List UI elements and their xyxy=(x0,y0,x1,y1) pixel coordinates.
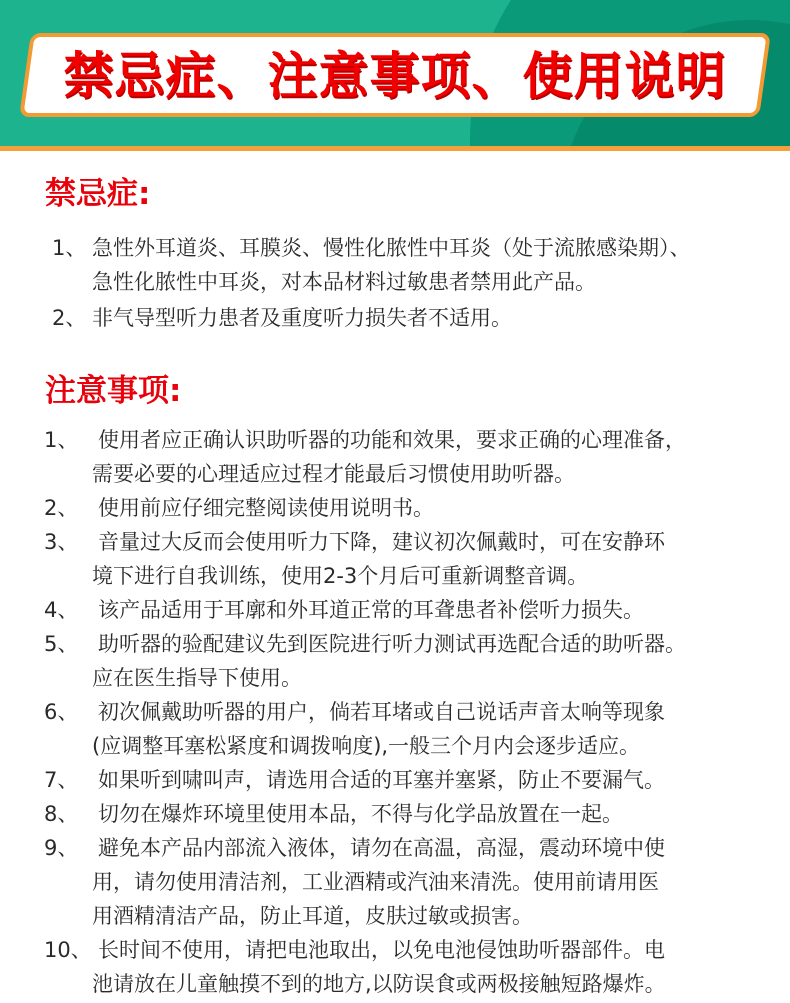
item-text-line: 非气导型听力患者及重度听力损失者不适用。 xyxy=(92,306,512,330)
list-item xyxy=(0,301,790,335)
item-text-line: 避免本产品内部流入液体，请勿在高温，高湿，震动环境中使 xyxy=(98,836,665,860)
contraindications-heading: 禁忌症: xyxy=(45,176,151,212)
precautions-heading: 注意事项: xyxy=(45,373,182,409)
item-text-line: 长时间不使用，请把电池取出，以免电池侵蚀助听器部件。电 xyxy=(98,938,665,962)
list-item xyxy=(0,231,790,299)
list-item xyxy=(0,525,790,593)
list-item xyxy=(0,593,790,627)
orange-divider xyxy=(0,146,790,151)
page-title: 禁忌症、注意事项、使用说明 xyxy=(63,47,727,105)
item-text-line: 境下进行自我训练，使用2-3个月后可重新调整音调。 xyxy=(92,564,589,588)
item-text-line: 池请放在儿童触摸不到的地方,以防误食或两极接触短路爆炸。 xyxy=(92,972,666,996)
item-text-line: 用，请勿使用清洁剂，工业酒精或汽油来清洗。使用前请用医 xyxy=(92,870,659,894)
item-number: 5、 xyxy=(44,632,79,656)
item-number: 2、 xyxy=(52,306,87,330)
item-text-line: 使用前应仔细完整阅读使用说明书。 xyxy=(98,496,434,520)
item-text-line: 该产品适用于耳廓和外耳道正常的耳聋患者补偿听力损失。 xyxy=(98,598,644,622)
item-number: 2、 xyxy=(44,496,79,520)
list-item xyxy=(0,763,790,797)
item-number: 10、 xyxy=(44,938,92,962)
item-text-line: 切勿在爆炸环境里使用本品，不得与化学品放置在一起。 xyxy=(98,802,623,826)
list-item xyxy=(0,423,790,491)
contraindications-list xyxy=(0,231,790,337)
precautions-list xyxy=(0,423,790,1001)
item-text-line: 如果听到啸叫声，请选用合适的耳塞并塞紧，防止不要漏气。 xyxy=(98,768,665,792)
item-text-line: (应调整耳塞松紧度和调拨响度),一般三个月内会逐步适应。 xyxy=(92,734,641,758)
item-text-line: 助听器的验配建议先到医院进行听力测试再选配合适的助听器。 xyxy=(98,632,686,656)
item-number: 7、 xyxy=(44,768,79,792)
list-item xyxy=(0,491,790,525)
list-item xyxy=(0,797,790,831)
item-number: 3、 xyxy=(44,530,79,554)
item-text-line: 音量过大反而会使用听力下降，建议初次佩戴时，可在安静环 xyxy=(98,530,665,554)
item-number: 4、 xyxy=(44,598,79,622)
item-text-line: 使用者应正确认识助听器的功能和效果，要求正确的心理准备， xyxy=(98,428,686,452)
item-text-line: 急性化脓性中耳炎，对本品材料过敏患者禁用此产品。 xyxy=(92,270,596,294)
list-item xyxy=(0,831,790,933)
item-number: 1、 xyxy=(52,236,87,260)
item-text-line: 需要必要的心理适应过程才能最后习惯使用助听器。 xyxy=(92,462,575,486)
list-item xyxy=(0,695,790,763)
item-number: 6、 xyxy=(44,700,79,724)
list-item xyxy=(0,933,790,1001)
item-text-line: 用酒精清洁产品，防止耳道，皮肤过敏或损害。 xyxy=(92,904,533,928)
item-number: 9、 xyxy=(44,836,79,860)
item-text-line: 应在医生指导下使用。 xyxy=(92,666,302,690)
item-number: 1、 xyxy=(44,428,79,452)
list-item xyxy=(0,627,790,695)
item-text-line: 初次佩戴助听器的用户，倘若耳堵或自己说话声音太响等现象 xyxy=(98,700,665,724)
item-text-line: 急性外耳道炎、耳膜炎、慢性化脓性中耳炎（处于流脓感染期）、 xyxy=(92,236,691,260)
item-number: 8、 xyxy=(44,802,79,826)
